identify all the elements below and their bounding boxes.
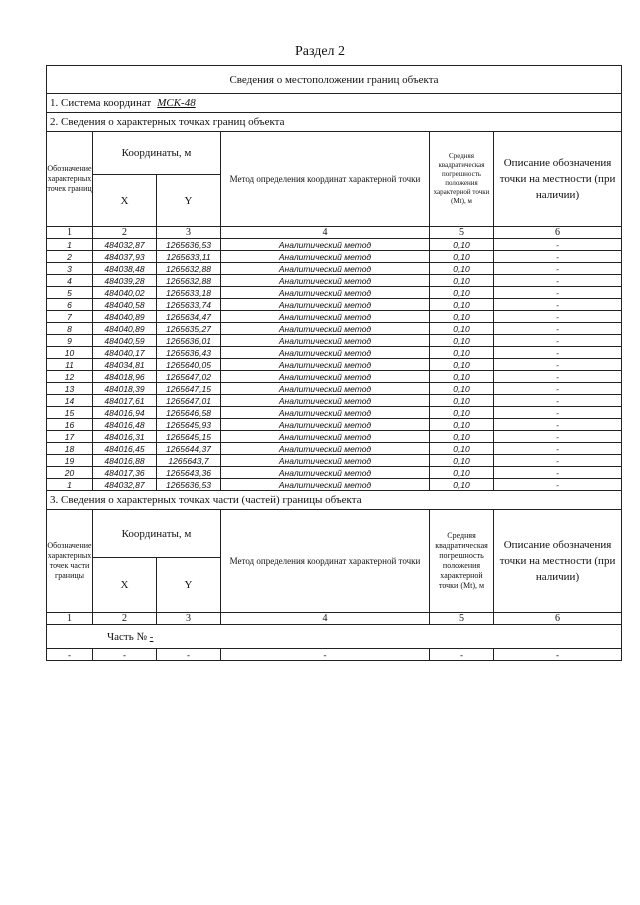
coord-y-cell: 1265634,47 bbox=[157, 311, 221, 323]
index-cell: 3 bbox=[157, 613, 221, 625]
point-number-cell: 15 bbox=[47, 407, 93, 419]
table-row bbox=[47, 347, 622, 359]
method-cell: Аналитический метод bbox=[221, 443, 430, 455]
coord-y-cell: 1265643,7 bbox=[157, 455, 221, 467]
coord-y-cell: 1265645,15 bbox=[157, 431, 221, 443]
description-cell: - bbox=[494, 431, 622, 443]
coord-y-cell: 1265636,53 bbox=[157, 479, 221, 491]
error-cell: 0,10 bbox=[430, 239, 494, 251]
coord-y-cell: 1265646,58 bbox=[157, 407, 221, 419]
method-cell: Аналитический метод bbox=[221, 323, 430, 335]
index-cell: 1 bbox=[47, 613, 93, 625]
point-number-cell: 14 bbox=[47, 395, 93, 407]
table-row bbox=[47, 359, 622, 371]
coordinate-system-label: 1. Система координат bbox=[50, 97, 152, 109]
header-y: Y bbox=[157, 175, 221, 227]
method-cell: Аналитический метод bbox=[221, 383, 430, 395]
index-cell: 4 bbox=[221, 613, 430, 625]
method-cell: Аналитический метод bbox=[221, 359, 430, 371]
method-cell: Аналитический метод bbox=[221, 335, 430, 347]
table-row bbox=[47, 335, 622, 347]
table-row bbox=[47, 323, 622, 335]
method-cell: Аналитический метод bbox=[221, 347, 430, 359]
point-number-cell: 1 bbox=[47, 479, 93, 491]
method-cell: Аналитический метод bbox=[221, 371, 430, 383]
error-cell: 0,10 bbox=[430, 419, 494, 431]
table-row bbox=[47, 371, 622, 383]
header-method: Метод определения координат характерной точки bbox=[221, 132, 430, 227]
method-cell: Аналитический метод bbox=[221, 251, 430, 263]
coord-y-cell: 1265647,02 bbox=[157, 371, 221, 383]
coord-x-cell: 484038,48 bbox=[93, 263, 157, 275]
points-body bbox=[47, 239, 622, 491]
coord-y-cell: 1265647,01 bbox=[157, 395, 221, 407]
index-cell: 3 bbox=[157, 227, 221, 239]
index-cell: 4 bbox=[221, 227, 430, 239]
error-cell: 0,10 bbox=[430, 455, 494, 467]
point-number-cell: 9 bbox=[47, 335, 93, 347]
method-cell: Аналитический метод bbox=[221, 287, 430, 299]
header-part-method: Метод определения координат характерной точки bbox=[221, 510, 430, 613]
table-row bbox=[47, 455, 622, 467]
table-row bbox=[47, 479, 622, 491]
index-cell: 2 bbox=[93, 227, 157, 239]
description-cell: - bbox=[494, 359, 622, 371]
point-number-cell: 1 bbox=[47, 239, 93, 251]
part-number-label: Часть № bbox=[107, 630, 147, 643]
table-row bbox=[47, 251, 622, 263]
error-cell: 0,10 bbox=[430, 383, 494, 395]
section2-title: 2. Сведения о характерных точках границ объекта bbox=[47, 113, 622, 132]
coord-y-cell: 1265633,74 bbox=[157, 299, 221, 311]
error-cell: 0,10 bbox=[430, 479, 494, 491]
coord-x-cell: 484032,87 bbox=[93, 479, 157, 491]
coord-x-cell: 484040,58 bbox=[93, 299, 157, 311]
error-cell: 0,10 bbox=[430, 263, 494, 275]
coord-x-cell: 484016,48 bbox=[93, 419, 157, 431]
method-cell: Аналитический метод bbox=[221, 311, 430, 323]
coord-y-cell: 1265633,11 bbox=[157, 251, 221, 263]
error-cell: 0,10 bbox=[430, 275, 494, 287]
index-cell: 6 bbox=[494, 227, 622, 239]
point-number-cell: 2 bbox=[47, 251, 93, 263]
index-row bbox=[47, 227, 622, 239]
header-part-coordinates: Координаты, м bbox=[93, 510, 221, 558]
description-cell: - bbox=[494, 311, 622, 323]
table-row bbox=[47, 443, 622, 455]
coord-x-cell: 484034,81 bbox=[93, 359, 157, 371]
table-row bbox=[47, 287, 622, 299]
table-row bbox=[47, 299, 622, 311]
table-row bbox=[47, 431, 622, 443]
table-row bbox=[47, 239, 622, 251]
header-part-point-designation: Обозначение характерных точек части границы bbox=[47, 510, 93, 613]
description-cell: - bbox=[494, 287, 622, 299]
error-cell: 0,10 bbox=[430, 359, 494, 371]
error-cell: 0,10 bbox=[430, 371, 494, 383]
part-point-row bbox=[47, 649, 622, 661]
table-cell: - bbox=[93, 649, 157, 661]
coord-x-cell: 484040,59 bbox=[93, 335, 157, 347]
method-cell: Аналитический метод bbox=[221, 431, 430, 443]
coord-x-cell: 484040,89 bbox=[93, 311, 157, 323]
coord-x-cell: 484037,93 bbox=[93, 251, 157, 263]
header-coordinates: Координаты, м bbox=[93, 132, 221, 175]
part-number-value: - bbox=[149, 630, 154, 643]
index-cell: 6 bbox=[494, 613, 622, 625]
description-cell: - bbox=[494, 479, 622, 491]
table-row bbox=[47, 311, 622, 323]
part-index-row bbox=[47, 613, 622, 625]
point-number-cell: 3 bbox=[47, 263, 93, 275]
coord-y-cell: 1265647,15 bbox=[157, 383, 221, 395]
method-cell: Аналитический метод bbox=[221, 263, 430, 275]
method-cell: Аналитический метод bbox=[221, 407, 430, 419]
coord-y-cell: 1265644,37 bbox=[157, 443, 221, 455]
coordinate-system-value: МСК-48 bbox=[157, 97, 196, 109]
error-cell: 0,10 bbox=[430, 251, 494, 263]
header-part-x: X bbox=[93, 558, 157, 613]
method-cell: Аналитический метод bbox=[221, 467, 430, 479]
error-cell: 0,10 bbox=[430, 335, 494, 347]
error-cell: 0,10 bbox=[430, 287, 494, 299]
description-cell: - bbox=[494, 299, 622, 311]
part-number-row bbox=[47, 625, 622, 649]
coord-x-cell: 484017,36 bbox=[93, 467, 157, 479]
table-cell: - bbox=[221, 649, 430, 661]
index-cell: 2 bbox=[93, 613, 157, 625]
method-cell: Аналитический метод bbox=[221, 479, 430, 491]
boundary-table bbox=[46, 65, 622, 661]
coord-x-cell: 484039,28 bbox=[93, 275, 157, 287]
point-number-cell: 16 bbox=[47, 419, 93, 431]
description-cell: - bbox=[494, 383, 622, 395]
table-cell: - bbox=[430, 649, 494, 661]
point-number-cell: 12 bbox=[47, 371, 93, 383]
table-row bbox=[47, 407, 622, 419]
coord-y-cell: 1265640,05 bbox=[157, 359, 221, 371]
description-cell: - bbox=[494, 371, 622, 383]
table-banner: Сведения о местоположении границ объекта bbox=[47, 66, 622, 94]
coord-x-cell: 484016,94 bbox=[93, 407, 157, 419]
table-row bbox=[47, 467, 622, 479]
method-cell: Аналитический метод bbox=[221, 299, 430, 311]
header-description: Описание обозначения точки на местности (при наличии) bbox=[494, 132, 622, 227]
coord-y-cell: 1265636,01 bbox=[157, 335, 221, 347]
coord-x-cell: 484018,96 bbox=[93, 371, 157, 383]
header-part-description: Описание обозначения точки на местности (при наличии) bbox=[494, 510, 622, 613]
description-cell: - bbox=[494, 323, 622, 335]
header-x: X bbox=[93, 175, 157, 227]
error-cell: 0,10 bbox=[430, 347, 494, 359]
description-cell: - bbox=[494, 275, 622, 287]
coord-x-cell: 484040,17 bbox=[93, 347, 157, 359]
coord-x-cell: 484016,31 bbox=[93, 431, 157, 443]
error-cell: 0,10 bbox=[430, 431, 494, 443]
description-cell: - bbox=[494, 455, 622, 467]
description-cell: - bbox=[494, 395, 622, 407]
index-cell: 1 bbox=[47, 227, 93, 239]
header-part-y: Y bbox=[157, 558, 221, 613]
description-cell: - bbox=[494, 347, 622, 359]
point-number-cell: 5 bbox=[47, 287, 93, 299]
point-number-cell: 6 bbox=[47, 299, 93, 311]
description-cell: - bbox=[494, 419, 622, 431]
coord-x-cell: 484016,45 bbox=[93, 443, 157, 455]
table-row bbox=[47, 383, 622, 395]
point-number-cell: 4 bbox=[47, 275, 93, 287]
method-cell: Аналитический метод bbox=[221, 239, 430, 251]
table-row bbox=[47, 275, 622, 287]
header-error: Средняя квадратическая погрешность положения характерной точки (Mt), м bbox=[430, 132, 494, 227]
coord-x-cell: 484016,88 bbox=[93, 455, 157, 467]
coord-y-cell: 1265645,93 bbox=[157, 419, 221, 431]
coord-x-cell: 484017,61 bbox=[93, 395, 157, 407]
coord-x-cell: 484018,39 bbox=[93, 383, 157, 395]
method-cell: Аналитический метод bbox=[221, 275, 430, 287]
table-row bbox=[47, 419, 622, 431]
description-cell: - bbox=[494, 263, 622, 275]
method-cell: Аналитический метод bbox=[221, 419, 430, 431]
coord-x-cell: 484040,02 bbox=[93, 287, 157, 299]
table-row bbox=[47, 395, 622, 407]
coordinate-system-row bbox=[47, 94, 622, 113]
coord-y-cell: 1265636,53 bbox=[157, 239, 221, 251]
error-cell: 0,10 bbox=[430, 407, 494, 419]
point-number-cell: 19 bbox=[47, 455, 93, 467]
section3-title: 3. Сведения о характерных точках части (частей) границы объекта bbox=[47, 491, 622, 510]
coord-y-cell: 1265632,88 bbox=[157, 263, 221, 275]
description-cell: - bbox=[494, 239, 622, 251]
description-cell: - bbox=[494, 335, 622, 347]
section-heading: Раздел 2 bbox=[294, 44, 346, 59]
coord-y-cell: 1265633,18 bbox=[157, 287, 221, 299]
table-cell: - bbox=[47, 649, 93, 661]
method-cell: Аналитический метод bbox=[221, 455, 430, 467]
table-cell: - bbox=[157, 649, 221, 661]
method-cell: Аналитический метод bbox=[221, 395, 430, 407]
table-cell: - bbox=[494, 649, 622, 661]
point-number-cell: 8 bbox=[47, 323, 93, 335]
coord-x-cell: 484032,87 bbox=[93, 239, 157, 251]
description-cell: - bbox=[494, 467, 622, 479]
description-cell: - bbox=[494, 251, 622, 263]
description-cell: - bbox=[494, 443, 622, 455]
point-number-cell: 18 bbox=[47, 443, 93, 455]
index-cell: 5 bbox=[430, 613, 494, 625]
coord-y-cell: 1265632,88 bbox=[157, 275, 221, 287]
coord-y-cell: 1265643,36 bbox=[157, 467, 221, 479]
coord-y-cell: 1265635,27 bbox=[157, 323, 221, 335]
error-cell: 0,10 bbox=[430, 395, 494, 407]
description-cell: - bbox=[494, 407, 622, 419]
point-number-cell: 10 bbox=[47, 347, 93, 359]
point-number-cell: 13 bbox=[47, 383, 93, 395]
coord-x-cell: 484040,89 bbox=[93, 323, 157, 335]
table-row bbox=[47, 263, 622, 275]
point-number-cell: 20 bbox=[47, 467, 93, 479]
coord-y-cell: 1265636,43 bbox=[157, 347, 221, 359]
error-cell: 0,10 bbox=[430, 311, 494, 323]
point-number-cell: 11 bbox=[47, 359, 93, 371]
error-cell: 0,10 bbox=[430, 443, 494, 455]
error-cell: 0,10 bbox=[430, 299, 494, 311]
error-cell: 0,10 bbox=[430, 467, 494, 479]
point-number-cell: 17 bbox=[47, 431, 93, 443]
point-number-cell: 7 bbox=[47, 311, 93, 323]
header-point-designation: Обозначение характерных точек границ bbox=[47, 132, 93, 227]
error-cell: 0,10 bbox=[430, 323, 494, 335]
header-part-error: Средняя квадратическая погрешность положения характерной точки (Mt), м bbox=[430, 510, 494, 613]
index-cell: 5 bbox=[430, 227, 494, 239]
